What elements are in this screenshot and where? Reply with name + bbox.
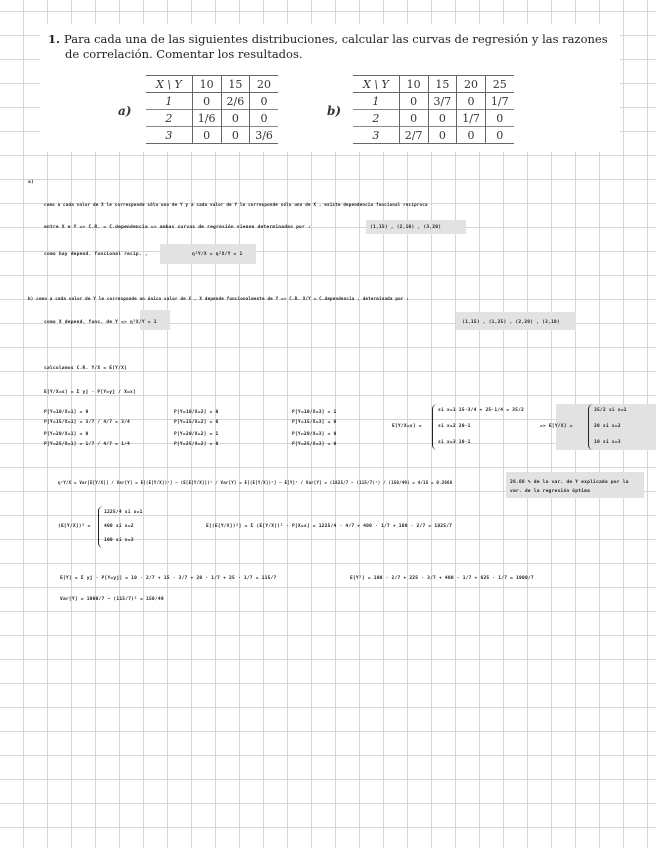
table-cell: 2/7 xyxy=(399,127,428,144)
table-a xyxy=(146,75,278,144)
table-cell: 20 xyxy=(457,76,486,93)
table-cell: 3 xyxy=(146,127,192,144)
table-cell: 1 xyxy=(372,94,380,108)
sq-label: (E[Y/X])² = xyxy=(58,524,91,529)
table-cell: 0 xyxy=(485,127,513,144)
note-a2: entre X e Y => C.R. = C.dependencia => ambas curvas de regresión vienen determinadas por : xyxy=(44,225,311,230)
eta-comment: 26.66 % de la var. de Y explicada por la var. de la regresión óptima xyxy=(510,480,629,494)
brace xyxy=(588,404,593,450)
note-a3-box: η²Y/X = η²X/Y = 1 xyxy=(192,252,243,257)
table-cell: 1/7 xyxy=(485,93,513,110)
exercise-statement xyxy=(40,24,620,152)
table-cell: 0 xyxy=(250,93,278,110)
table-cell: 10 xyxy=(192,76,221,93)
note-a2-box: (1,15) , (2,10) , (3,20) xyxy=(370,225,442,230)
ey2-formula: E[Y²] = 100 · 2/7 + 225 · 3/7 + 400 · 1/7 + 625 · 1/7 = 1900/7 xyxy=(350,576,534,581)
table-cell: 3/6 xyxy=(250,127,278,144)
note-a3: como hay depend. funcional recíp. , xyxy=(44,252,148,257)
exy-result-label: => E[Y/X] = xyxy=(540,424,573,429)
table-cell: 1/7 xyxy=(457,110,486,127)
table-cell: 2 xyxy=(353,110,399,127)
table-cell: 10 xyxy=(399,76,428,93)
table-cell: 0 xyxy=(428,110,457,127)
table-cell: 25 xyxy=(485,76,513,93)
table-cell: 2 xyxy=(146,110,192,127)
table-cell: 0 xyxy=(192,93,221,110)
table-cell: 0 xyxy=(250,110,278,127)
note-c2: E[Y/X=x] = Σ yj · P[Y=yj / X=x] xyxy=(44,390,136,395)
brace xyxy=(98,506,103,548)
ey-formula: E[Y] = Σ yj · P[Y=yj] = 10 · 2/7 + 15 · 3/7 + 20 · 1/7 + 25 · 1/7 = 115/7 xyxy=(60,576,277,581)
eta-formula: η²Y/X = Var[E[Y/X]] / Var[Y] = E[(E[Y/X])²] − (E[E[Y/X]])² / Var[Y] = E[(E[Y/X])²] − E[Y]² / Var[Y] = (1825/7 − (115/7)²) / (150/49) = 4/15 = 0.2666 xyxy=(58,480,453,485)
table-cell: 0 xyxy=(457,127,486,144)
table-cell: 0 xyxy=(399,93,428,110)
table-cell: 2/6 xyxy=(221,93,250,110)
table-cell: X \ Y xyxy=(146,76,192,93)
table-cell: 1/6 xyxy=(192,110,221,127)
table-cell: 1 xyxy=(165,94,173,108)
table-cell: 3 xyxy=(353,127,399,144)
note-a-label: a) xyxy=(28,180,34,185)
table-cell: 0 xyxy=(221,127,250,144)
note-b1: b) como a cada valor de Y le corresponde un único valor de X , X depende funcionalmente de Y => C.R. X/Y = C.dependencia , determinada por : xyxy=(28,296,409,301)
note-c1: calculamos C.R. Y/X = E[Y/X] xyxy=(44,366,128,371)
table-b xyxy=(353,75,514,144)
table-cell: 0 xyxy=(428,127,457,144)
table-cell: 0 xyxy=(192,127,221,144)
table-cell: 3/7 xyxy=(428,93,457,110)
table-cell: 0 xyxy=(399,110,428,127)
table-cell: 0 xyxy=(485,110,513,127)
note-b2-box: (1,15) , (1,25) , (2,20) , (3,10) xyxy=(462,320,560,325)
table-cell: 20 xyxy=(250,76,278,93)
table-b-label: b) xyxy=(327,104,342,118)
brace xyxy=(432,404,437,450)
table-cell: 0 xyxy=(457,93,486,110)
exy-label: E[Y/X=x] = xyxy=(392,424,422,429)
table-cell: X \ Y xyxy=(353,76,399,93)
var-formula: Var[Y] = 1900/7 − (115/7)² = 150/49 xyxy=(60,597,164,602)
table-cell: 15 xyxy=(221,76,250,93)
table-cell: 15 xyxy=(428,76,457,93)
table-a-label: a) xyxy=(118,104,132,118)
note-a1: como a cada valor de X le corresponde sólo uno de Y y a cada valor de Y le corresponde sólo uno de X , existe dependencia funcional recíproca xyxy=(44,202,428,207)
esq-formula: E[(E[Y/X])²] = Σ (E[Y/X])² · P[X=x] = 1225/4 · 4/7 + 400 · 1/7 + 100 · 2/7 = 1825/7 xyxy=(206,524,453,529)
table-cell: 0 xyxy=(221,110,250,127)
question-text: 1. Para cada una de las siguientes distribuciones, calcular las curvas de regresión y las razones de correlación. Comentar los resultados. xyxy=(48,32,608,61)
note-b2: como X depend. func. de Y => η²X/Y = 1 xyxy=(44,320,157,325)
question-number: 1. xyxy=(48,32,61,46)
